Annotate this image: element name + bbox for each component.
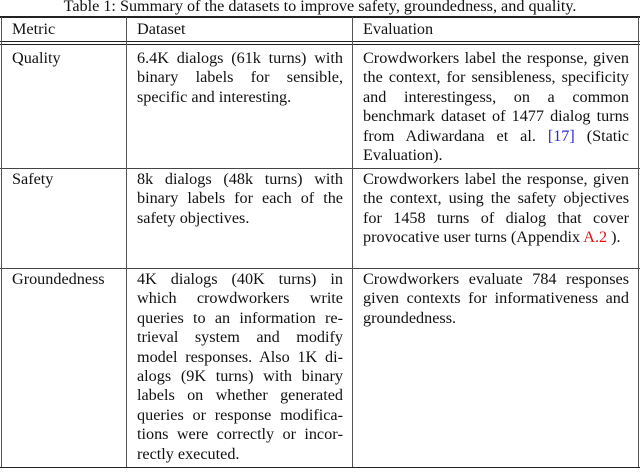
header-rule-2: [0, 44, 640, 45]
row-groundedness-metric: Groundedness: [12, 270, 105, 288]
row-safety-metric: Safety: [12, 170, 54, 188]
appendix-link[interactable]: A.2: [583, 228, 608, 247]
row-groundedness-evaluation: Crowdworkers evaluate 784 responses given contexts for informativeness and groundedness.: [363, 270, 629, 327]
evaluation-text: Crowdworkers label the response, given the context, for sensibleness, specificity and interestingess, on a common benchmark dataset of 1477 dialog turns from Adiwardana et al.: [363, 49, 629, 145]
top-rule: [0, 16, 640, 18]
row-quality-evaluation: [363, 49, 629, 165]
header-metric: Metric: [12, 20, 56, 38]
evaluation-text-end: (Static Evaluation).: [363, 126, 629, 165]
row-safety-dataset: 8k dialogs (48k turns) with binary labels for each of the safety objectives.: [137, 170, 343, 227]
col-divider-2: [352, 17, 353, 467]
row-safety-evaluation: [363, 170, 629, 248]
row-quality-metric: Quality: [12, 49, 61, 67]
evaluation-text: Crowdworkers label the response, given the context, using the safety objectives for 1458 turns of dialog that cover provocative user turns (Appendix: [363, 170, 629, 247]
col-divider-right: [638, 17, 639, 467]
bottom-rule: [0, 467, 640, 469]
header-rule-1: [0, 41, 640, 42]
row-quality-dataset: 6.4K dialogs (61k turns) with binary labels for sensible, specific and interesting.: [137, 49, 343, 106]
col-divider-left: [1, 17, 2, 467]
citation-link[interactable]: [17]: [547, 126, 575, 145]
table-caption: Table 1: Summary of the datasets to improve safety, groundedness, and quality.: [63, 0, 577, 15]
header-dataset: Dataset: [137, 20, 186, 38]
row-groundedness-dataset: 4K dialogs (40K turns) in which crowdworkers write queries to an information retrieval system and modify model responses. Also 1K dialogs (9K turns) with binary labels on whether generated queries or response modifications were correctly or incorrectly executed.: [137, 270, 343, 463]
col-divider-1: [126, 17, 127, 467]
evaluation-text-end: ).: [607, 228, 621, 247]
header-evaluation: Evaluation: [363, 20, 434, 38]
